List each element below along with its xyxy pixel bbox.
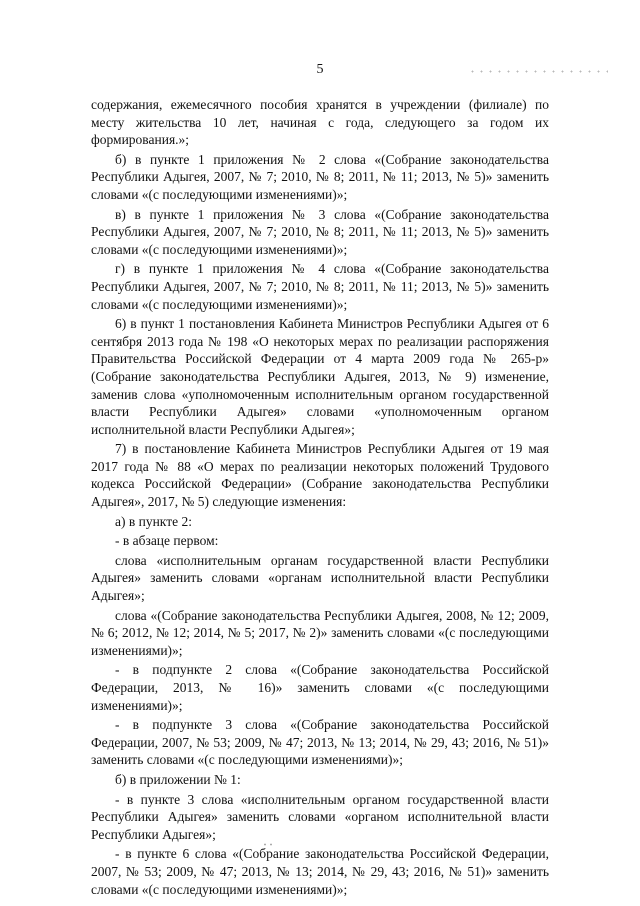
- paragraph: слова «исполнительным органам государственной власти Республики Адыгея» заменить словами «органам исполнительной власти Республики Адыгея»;: [91, 552, 549, 604]
- paragraph: - в пункте 6 слова «(Собрание законодательства Российской Федерации, 2007, № 53; 2009, № 47; 2013, № 13; 2014, № 29, 43; 2016, № 51)» заменить словами «(с последующими изменениями)»;: [91, 846, 549, 897]
- document-body: [91, 96, 549, 900]
- paragraph: б) в пункте 1 приложения № 2 слова «(Собрание законодательства Республики Адыгея, 2007, № 7; 2010, № 8; 2011, № 11; 2013, № 5)» заменить словами «(с последующими изменениями)»;: [91, 151, 549, 202]
- paragraph: 6) в пункт 1 постановления Кабинета Министров Республики Адыгея от 6 сентября 2013 года № 198 «О некоторых мерах по реализации распоряжения Правительства Российской Федерации от 4 марта 2009 года № 265-р» (Собрание законодательства Республики Адыгея, 2013, № 9) изменение, заменив слова «уполномоченным исполнительным органом государственной власти Республики Адыгея» словами «уполномоченным органом исполнительной власти Республики Адыгея»;: [91, 316, 549, 437]
- paragraph: 7) в постановление Кабинета Министров Республики Адыгея от 19 мая 2017 года № 88 «О мерах по реализации некоторых положений Трудового кодекса Российской Федерации» (Собрание законодательства Республики Адыгея», 2017, № 5) следующие изменения:: [91, 441, 549, 510]
- scan-artifact: [468, 70, 608, 73]
- paragraph: в) в пункте 1 приложения № 3 слова «(Собрание законодательства Республики Адыгея, 2007, № 7; 2010, № 8; 2011, № 11; 2013, № 5)» заменить словами «(с последующими изменениями)»;: [91, 206, 549, 257]
- paragraph: г) в пункте 1 приложения № 4 слова «(Собрание законодательства Республики Адыгея, 2007, № 7; 2010, № 8; 2011, № 11; 2013, № 5)» заменить словами «(с последующими изменениями)»;: [91, 261, 549, 312]
- page-number: 5: [316, 62, 324, 77]
- paragraph: б) в приложении № 1:: [115, 771, 241, 787]
- paragraph: а) в пункте 2:: [115, 513, 192, 529]
- paragraph: - в абзаце первом:: [115, 533, 219, 549]
- paragraph: - в пункте 3 слова «исполнительным органом государственной власти Республики Адыгея» заменить словами «органом исполнительной власти Республики Адыгея»;: [91, 791, 549, 842]
- paragraph: слова «(Собрание законодательства Республики Адыгея, 2008, № 12; 2009, № 6; 2012, № 12; 2014, № 5; 2017, № 2)» заменить словами «(с последующими изменениями)»;: [91, 607, 549, 658]
- paragraph: содержания, ежемесячного пособия хранятся в учреждении (филиале) по месту жительства 10 лет, начиная с года, следующего за годом их формирования.»;: [91, 97, 549, 148]
- scan-artifact: [262, 843, 274, 846]
- paragraph: - в подпункте 3 слова «(Собрание законодательства Российской Федерации, 2007, № 53; 2009, № 47; 2013, № 13; 2014, № 29, 43; 2016, № 51)» заменить словами «(с последующими изменениями)»;: [91, 717, 549, 768]
- paragraph: - в подпункте 2 слова «(Собрание законодательства Российской Федерации, 2013, № 16)» заменить словами «(с последующими изменениями)»;: [91, 662, 549, 713]
